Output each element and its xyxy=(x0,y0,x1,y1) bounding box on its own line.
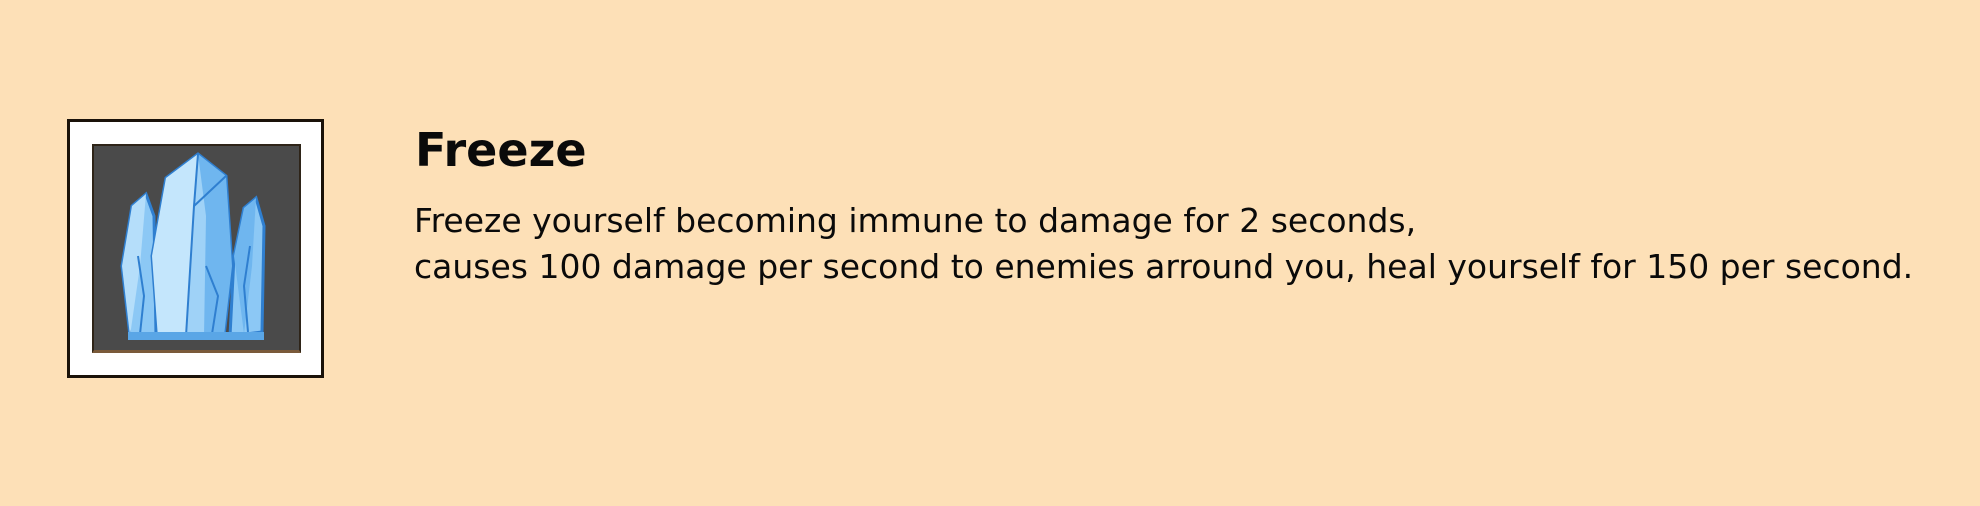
skill-icon-background xyxy=(92,144,301,353)
skill-description-line: causes 100 damage per second to enemies arround you, heal yourself for 150 per second. xyxy=(414,247,1914,286)
skill-icon-frame[interactable] xyxy=(67,119,324,378)
skill-description xyxy=(414,198,1954,290)
skill-name: Freeze xyxy=(415,123,587,177)
skill-description-line: Freeze yourself becoming immune to damage for 2 seconds, xyxy=(414,201,1417,240)
ice-crystal-icon xyxy=(94,146,299,350)
